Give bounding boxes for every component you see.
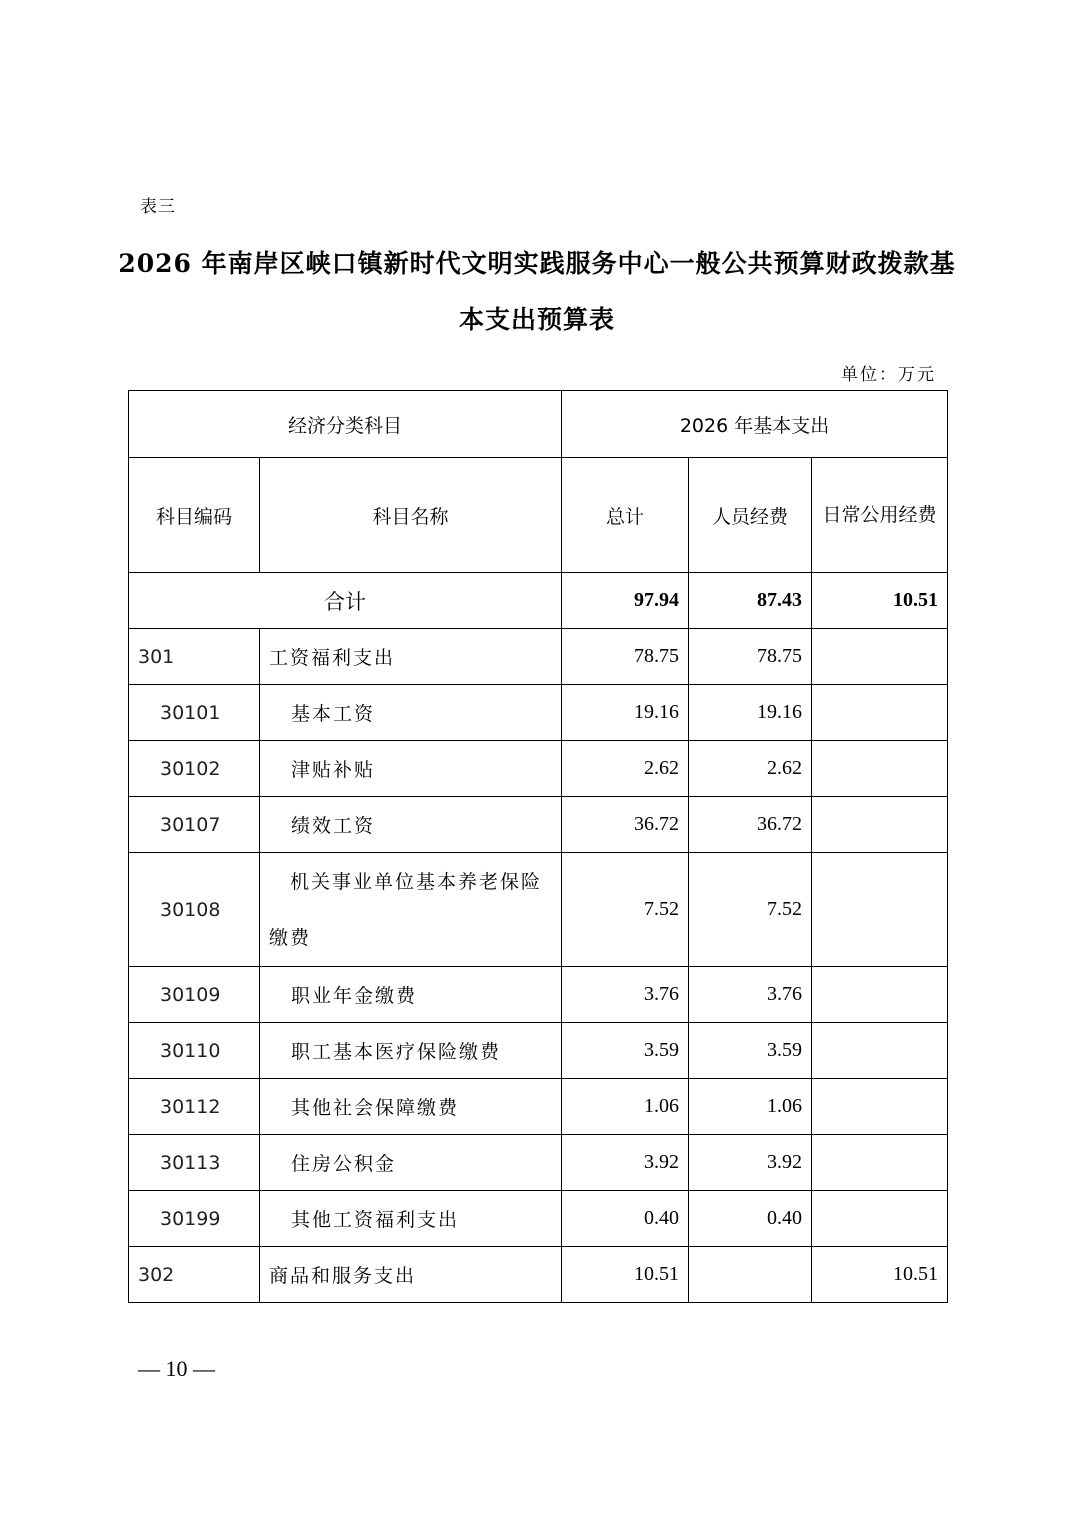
row-name: 机关事业单位基本养老保险缴费 (260, 853, 562, 967)
header-personnel: 人员经费 (689, 458, 812, 573)
total-row (129, 573, 948, 629)
row-total: 19.16 (562, 685, 689, 741)
row-daily (812, 967, 948, 1023)
header-econ-category: 经济分类科目 (129, 391, 562, 458)
row-personnel: 36.72 (689, 797, 812, 853)
row-total: 2.62 (562, 741, 689, 797)
page-number: — 10 — (138, 1356, 215, 1381)
row-personnel: 1.06 (689, 1079, 812, 1135)
row-daily (812, 1135, 948, 1191)
row-personnel: 2.62 (689, 741, 812, 797)
row-total: 78.75 (562, 629, 689, 685)
row-code: 302 (129, 1247, 260, 1303)
document-title-line-1: 2026 年南岸区峡口镇新时代文明实践服务中心一般公共预算财政拨款基 (118, 249, 956, 278)
row-code: 30113 (129, 1135, 260, 1191)
row-daily (812, 1023, 948, 1079)
row-daily (812, 1079, 948, 1135)
row-personnel: 19.16 (689, 685, 812, 741)
document-title-line-2: 本支出预算表 (458, 305, 615, 334)
unit-label: 单位：万元 (841, 365, 936, 385)
row-name: 住房公积金 (260, 1135, 562, 1191)
budget-table (128, 390, 948, 1303)
table-row (129, 853, 948, 967)
row-code: 30112 (129, 1079, 260, 1135)
table-row (129, 967, 948, 1023)
header-basic-expenditure: 2026 年基本支出 (562, 391, 948, 458)
header-code: 科目编码 (129, 458, 260, 573)
row-personnel: 3.76 (689, 967, 812, 1023)
row-personnel (689, 1247, 812, 1303)
row-total: 7.52 (562, 853, 689, 967)
row-total: 3.92 (562, 1135, 689, 1191)
row-personnel: 3.59 (689, 1023, 812, 1079)
table-row (129, 1135, 948, 1191)
row-code: 30109 (129, 967, 260, 1023)
row-name: 绩效工资 (260, 797, 562, 853)
group-header-row (129, 391, 948, 458)
row-name: 职工基本医疗保险缴费 (260, 1023, 562, 1079)
row-name: 津贴补贴 (260, 741, 562, 797)
row-personnel: 3.92 (689, 1135, 812, 1191)
row-code: 301 (129, 629, 260, 685)
table-label: 表三 (140, 197, 176, 217)
total-value-personnel: 87.43 (689, 573, 812, 629)
total-value-daily: 10.51 (812, 573, 948, 629)
row-daily: 10.51 (812, 1247, 948, 1303)
table-row (129, 741, 948, 797)
row-personnel: 78.75 (689, 629, 812, 685)
table-row (129, 685, 948, 741)
row-name: 商品和服务支出 (260, 1247, 562, 1303)
row-total: 1.06 (562, 1079, 689, 1135)
table-row (129, 1247, 948, 1303)
row-total: 3.76 (562, 967, 689, 1023)
row-code: 30110 (129, 1023, 260, 1079)
row-total: 10.51 (562, 1247, 689, 1303)
row-name: 其他社会保障缴费 (260, 1079, 562, 1135)
row-personnel: 7.52 (689, 853, 812, 967)
table-row (129, 797, 948, 853)
header-total: 总计 (562, 458, 689, 573)
row-code: 30199 (129, 1191, 260, 1247)
table-row (129, 1023, 948, 1079)
row-code: 30108 (129, 853, 260, 967)
column-header-row (129, 458, 948, 573)
row-total: 0.40 (562, 1191, 689, 1247)
row-daily (812, 685, 948, 741)
row-code: 30107 (129, 797, 260, 853)
row-code: 30101 (129, 685, 260, 741)
row-total: 36.72 (562, 797, 689, 853)
row-daily (812, 1191, 948, 1247)
row-total: 3.59 (562, 1023, 689, 1079)
row-name: 其他工资福利支出 (260, 1191, 562, 1247)
row-daily (812, 797, 948, 853)
header-name: 科目名称 (260, 458, 562, 573)
table-row (129, 629, 948, 685)
total-value-total: 97.94 (562, 573, 689, 629)
table-row (129, 1191, 948, 1247)
row-personnel: 0.40 (689, 1191, 812, 1247)
row-name: 职业年金缴费 (260, 967, 562, 1023)
total-label: 合计 (129, 573, 562, 629)
row-code: 30102 (129, 741, 260, 797)
header-daily: 日常公用经费 (812, 458, 948, 573)
row-daily (812, 741, 948, 797)
row-daily (812, 629, 948, 685)
row-name: 工资福利支出 (260, 629, 562, 685)
row-name: 基本工资 (260, 685, 562, 741)
row-daily (812, 853, 948, 967)
table-row (129, 1079, 948, 1135)
